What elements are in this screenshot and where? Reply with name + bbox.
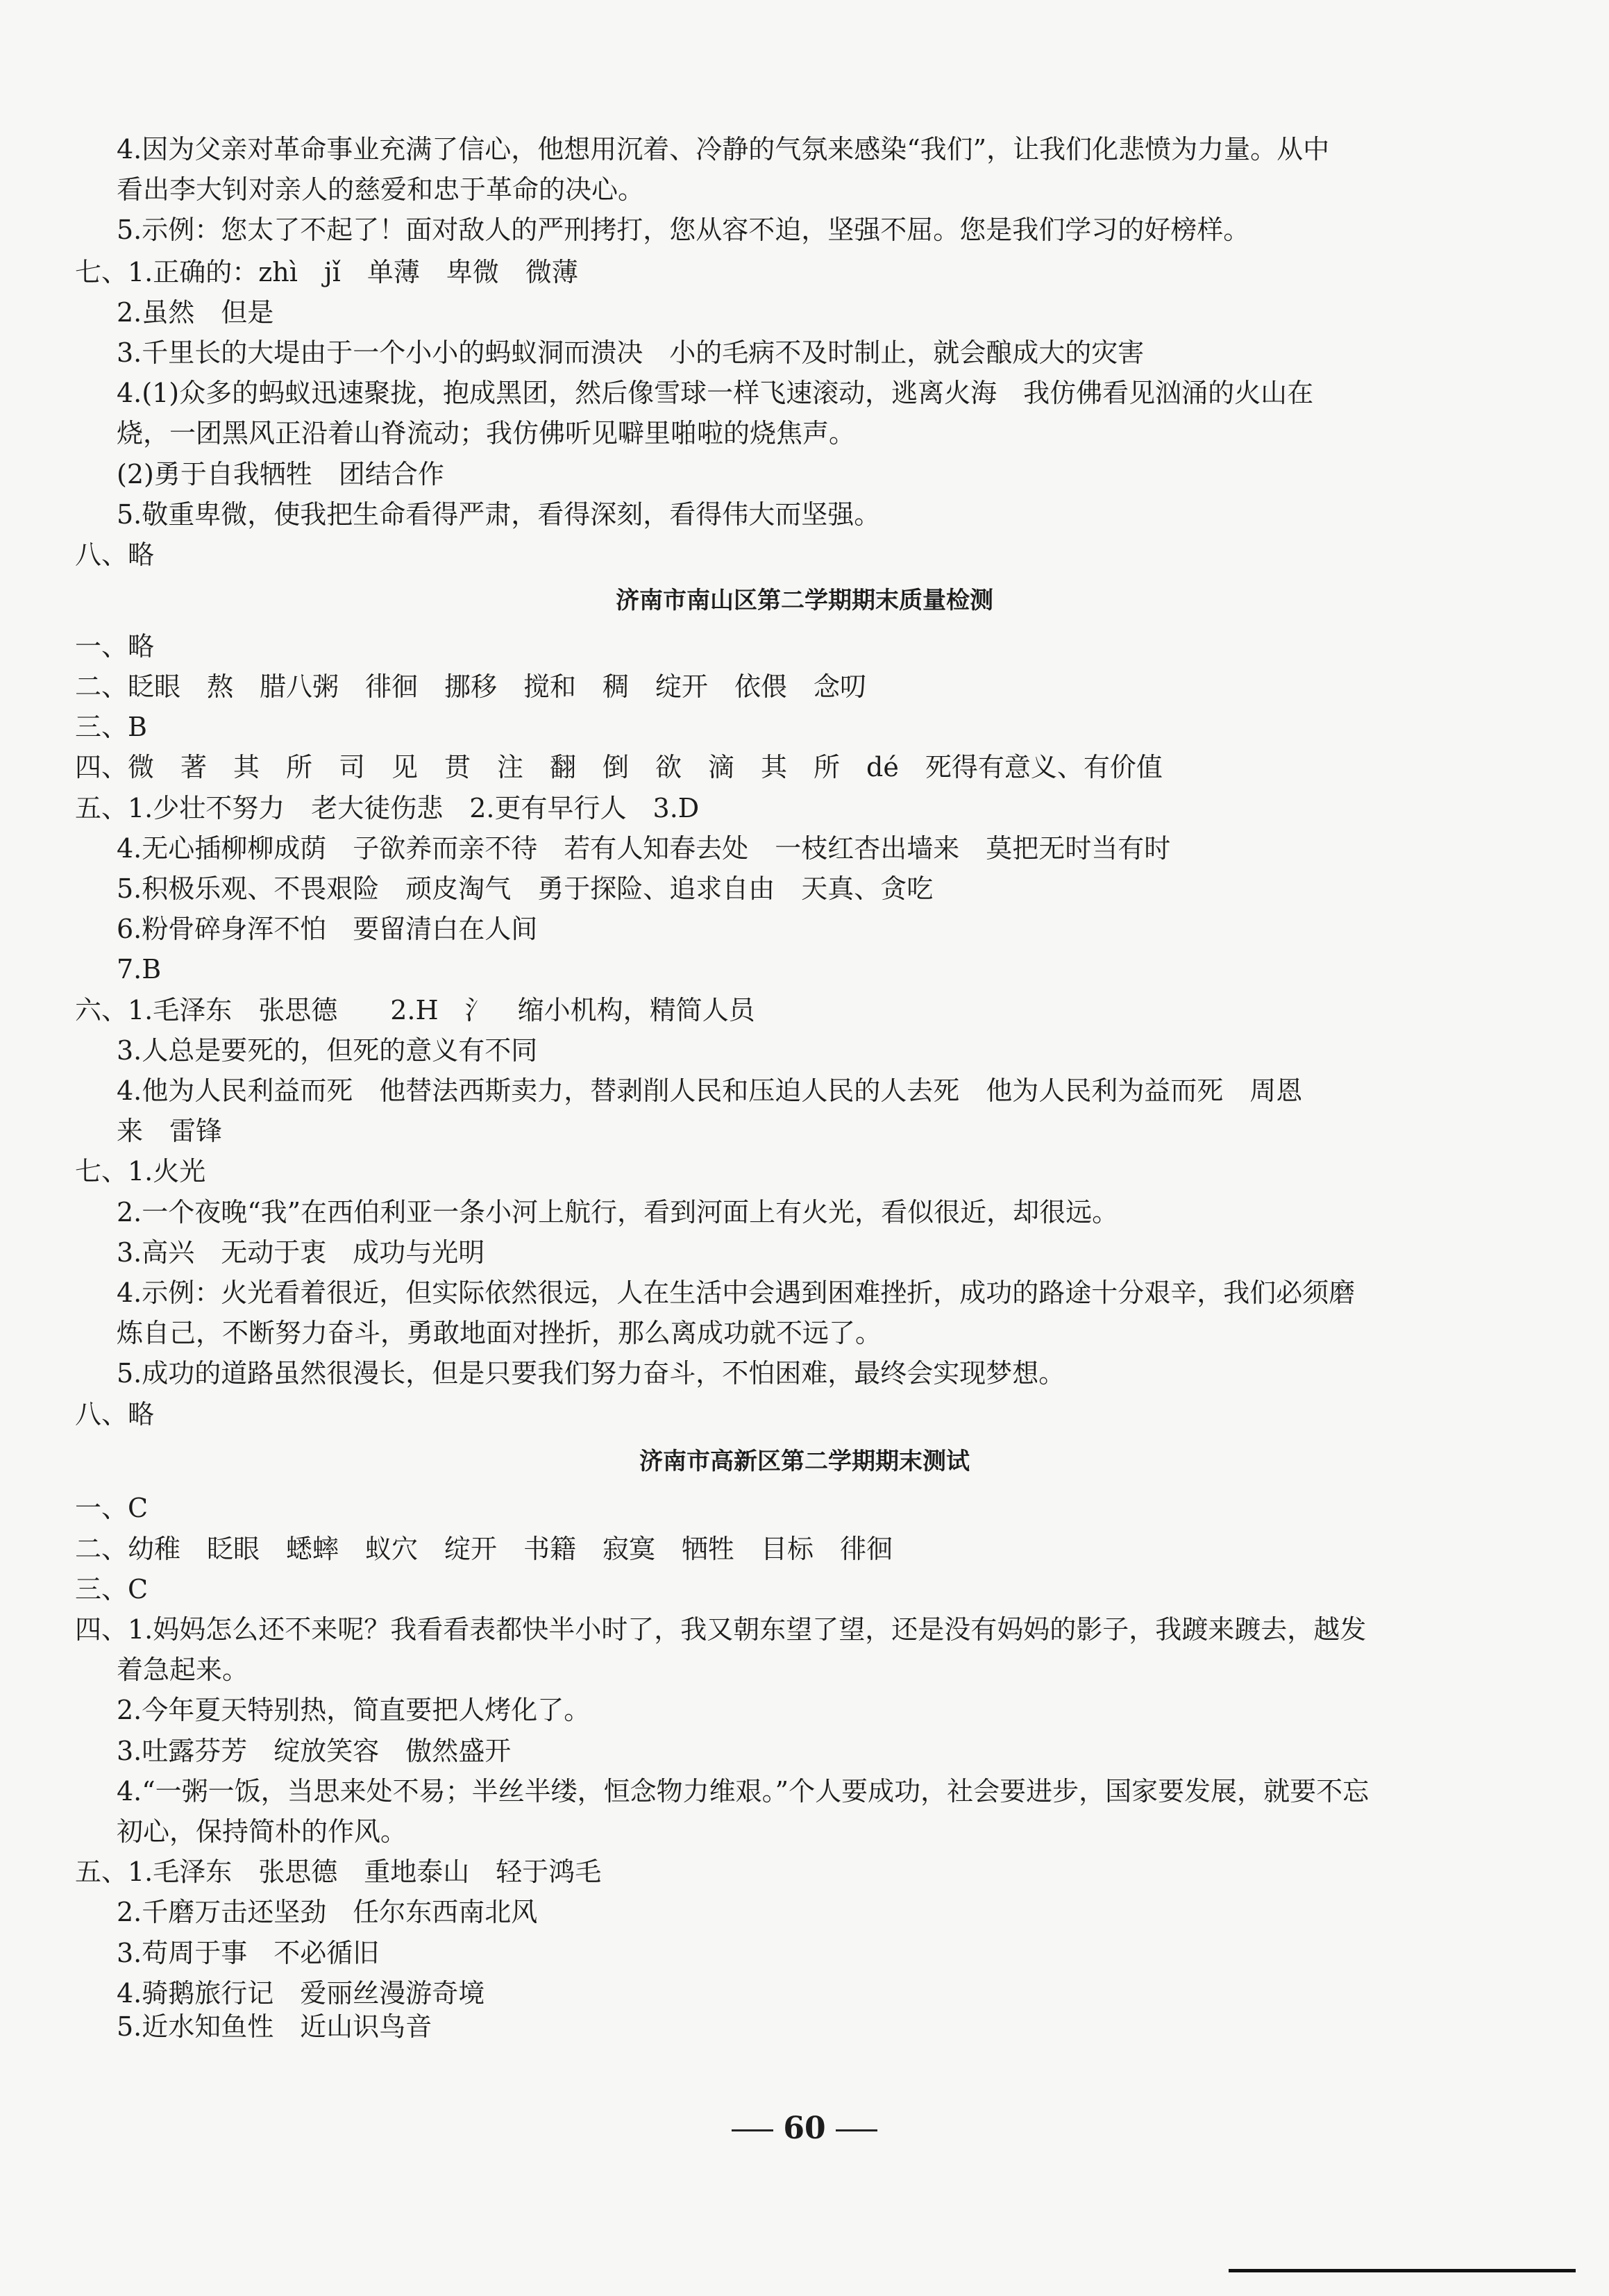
answer-line: 4.无心插柳柳成荫 子欲养而亲不待 若有人知春去处 一枝红杏出墙来 莫把无时当有时 xyxy=(117,833,1171,864)
answer-line: 一、C xyxy=(75,1493,149,1523)
answer-line: (2)勇于自我牺牲 团结合作 xyxy=(117,459,444,489)
answer-line: 一、略 xyxy=(75,631,155,662)
answer-line: 4.骑鹅旅行记 爱丽丝漫游奇境 xyxy=(117,1978,485,2009)
answer-line: 3.千里长的大堤由于一个小小的蚂蚁洞而溃决 小的毛病不及时制止，就会酿成大的灾害 xyxy=(117,337,1145,368)
answer-line: 烧，一团黑风正沿着山脊流动；我仿佛听见噼里啪啦的烧焦声。 xyxy=(117,418,856,449)
page-number-right-dash xyxy=(836,2129,877,2131)
answer-line: 2.一个夜晚“我”在西伯利亚一条小河上航行，看到河面上有火光，看似很近，却很远。 xyxy=(117,1197,1119,1227)
answer-line: 炼自己，不断努力奋斗，勇敢地面对挫折，那么离成功就不远了。 xyxy=(117,1318,882,1348)
section-heading: 济南市南山区第二学期期末质量检测 xyxy=(616,587,993,614)
answer-line: 5.近水知鱼性 近山识鸟音 xyxy=(117,2011,432,2042)
answer-line: 5.敬重卑微，使我把生命看得严肃，看得深刻，看得伟大而坚强。 xyxy=(117,499,881,530)
answer-line: 四、微 著 其 所 司 见 贯 注 翻 倒 欲 滴 其 所 dé 死得有意义、有价值 xyxy=(75,752,1163,782)
section-heading: 济南市高新区第二学期期末测试 xyxy=(639,1448,970,1475)
answer-line: 七、1.火光 xyxy=(75,1156,206,1187)
answer-line: 2.虽然 但是 xyxy=(117,297,274,328)
answer-line: 3.苟周于事 不必循旧 xyxy=(117,1938,380,1968)
answer-line: 八、略 xyxy=(75,1399,155,1430)
answer-line: 4.他为人民利益而死 他替法西斯卖力，替剥削人民和压迫人民的人去死 他为人民利为益而死 周恩 xyxy=(117,1075,1303,1106)
answer-line: 7.B xyxy=(117,954,162,984)
answer-line: 6.粉骨碎身浑不怕 要留清白在人间 xyxy=(117,914,538,944)
answer-line: 4.“一粥一饭，当思来处不易；半丝半缕，恒念物力维艰。”个人要成功，社会要进步，国家要发展，就要不忘 xyxy=(117,1776,1370,1807)
answer-line: 七、1.正确的：zhì jǐ 单薄 卑微 微薄 xyxy=(75,257,578,287)
answer-line: 初心，保持简朴的作风。 xyxy=(117,1816,407,1847)
answer-line: 五、1.毛泽东 张思德 重地泰山 轻于鸿毛 xyxy=(75,1857,602,1887)
answer-line: 五、1.少壮不努力 老大徒伤悲 2.更有早行人 3.D xyxy=(75,793,700,823)
answer-line: 5.积极乐观、不畏艰险 顽皮淘气 勇于探险、追求自由 天真、贪吃 xyxy=(117,873,934,904)
answer-line: 三、C xyxy=(75,1574,149,1604)
page-number-text: 60 xyxy=(783,2111,826,2146)
answer-line: 3.吐露芬芳 绽放笑容 傲然盛开 xyxy=(117,1736,512,1766)
answer-line: 4.因为父亲对革命事业充满了信心，他想用沉着、冷静的气氛来感染“我们”，让我们化悲愤为力量。从中 xyxy=(117,134,1330,165)
answer-line: 3.人总是要死的，但死的意义有不同 xyxy=(117,1035,538,1066)
answer-line: 二、幼稚 眨眼 蟋蟀 蚁穴 绽开 书籍 寂寞 牺牲 目标 徘徊 xyxy=(75,1534,893,1564)
answer-line: 来 雷锋 xyxy=(117,1116,223,1146)
page-number-left-dash xyxy=(732,2129,773,2131)
answer-line: 三、B xyxy=(75,712,147,742)
answer-line: 5.成功的道路虽然很漫长，但是只要我们努力奋斗，不怕困难，最终会实现梦想。 xyxy=(117,1358,1065,1389)
answer-line: 2.千磨万击还坚劲 任尔东西南北风 xyxy=(117,1897,538,1927)
answer-line: 5.示例：您太了不起了！面对敌人的严刑拷打，您从容不迫，坚强不屈。您是我们学习的好榜样。 xyxy=(117,215,1250,245)
bottom-rule xyxy=(1229,2269,1576,2272)
answer-line: 八、略 xyxy=(75,539,155,570)
answer-line: 2.今年夏天特别热，简直要把人烤化了。 xyxy=(117,1695,591,1725)
answer-line: 二、眨眼 熬 腊八粥 徘徊 挪移 搅和 稠 绽开 依偎 念叨 xyxy=(75,671,867,702)
page-number xyxy=(0,2111,1609,2146)
answer-line: 着急起来。 xyxy=(117,1654,249,1685)
answer-line: 看出李大钊对亲人的慈爱和忠于革命的决心。 xyxy=(117,174,645,205)
answer-line: 4.(1)众多的蚂蚁迅速聚拢，抱成黑团，然后像雪球一样飞速滚动，逃离火海 我仿佛看见汹涌的火山在 xyxy=(117,378,1314,408)
answer-line: 六、1.毛泽东 张思德 2.H 氵 缩小机构，精简人员 xyxy=(75,995,755,1025)
answer-line: 四、1.妈妈怎么还不来呢？我看看表都快半小时了，我又朝东望了望，还是没有妈妈的影子，我踱来踱去，越发 xyxy=(75,1614,1367,1645)
answer-line: 3.高兴 无动于衷 成功与光明 xyxy=(117,1237,485,1268)
answer-line: 4.示例：火光看着很近，但实际依然很远，人在生活中会遇到困难挫折，成功的路途十分艰辛，我们必须磨 xyxy=(117,1277,1356,1308)
